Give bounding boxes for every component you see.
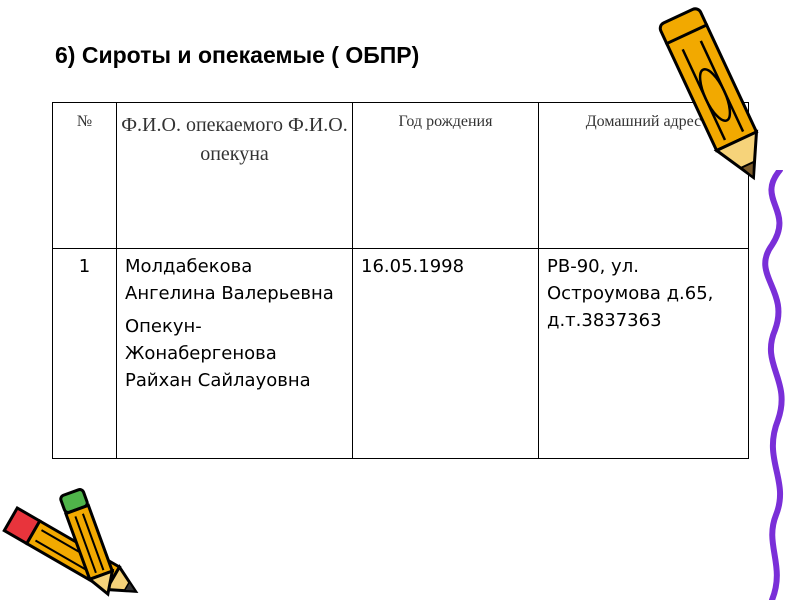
page-title: 6) Сироты и опекаемые ( ОБПР) — [55, 42, 420, 68]
header-address: Домашний адрес — [539, 103, 749, 249]
header-birth-year: Год рождения — [353, 103, 539, 249]
table-header-row — [53, 103, 749, 249]
pencil-icon — [655, 0, 795, 190]
ward-name: Молдабекова Ангелина Валерьевна — [125, 256, 334, 304]
pencil-icon — [45, 485, 135, 600]
row-number: 1 — [53, 249, 117, 459]
home-address: РВ-90, ул. Остроумова д.65, д.т.3837363 — [539, 249, 749, 459]
squiggle-line — [750, 170, 800, 600]
header-number: № — [53, 103, 117, 249]
guardian-name: Опекун-Жонабергенова Райхан Сайлауовна — [125, 316, 311, 391]
row-name-cell — [117, 249, 353, 459]
birth-date: 16.05.1998 — [353, 249, 539, 459]
orphans-table — [52, 102, 749, 459]
table-row — [53, 249, 749, 459]
header-name: Ф.И.О. опекаемого Ф.И.О. опекуна — [117, 103, 353, 249]
